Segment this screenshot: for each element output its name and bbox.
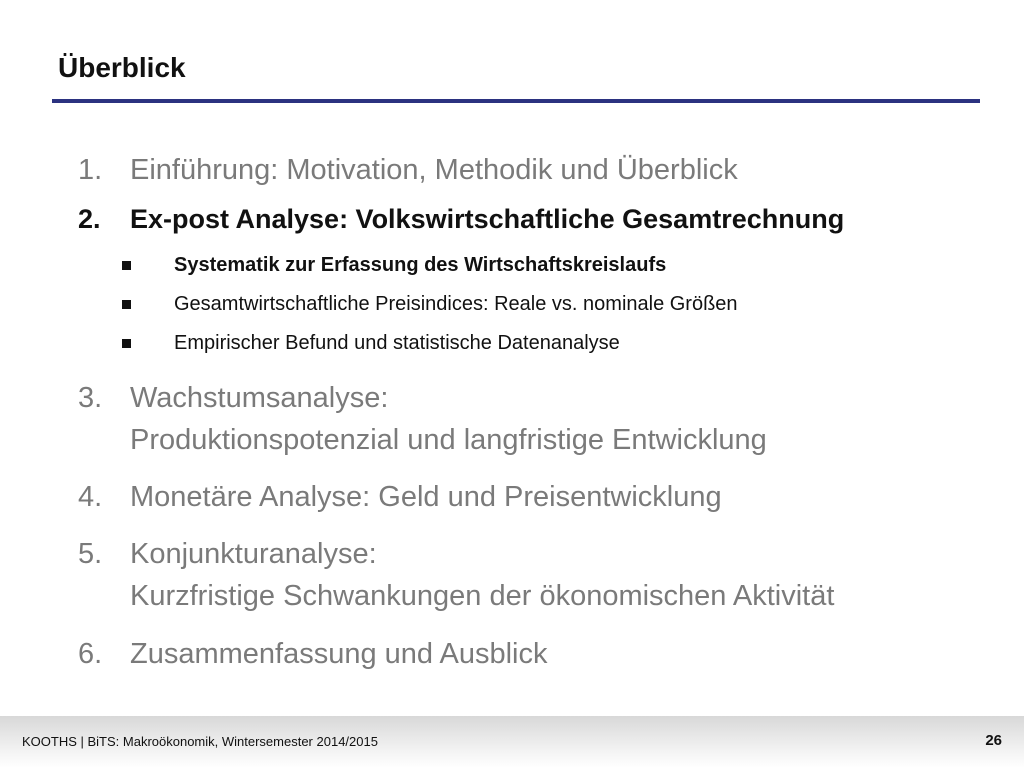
slide-title: Überblick bbox=[58, 52, 186, 83]
agenda-item-text: Kurzfristige Schwankungen der ökonomischen Aktivität bbox=[130, 580, 835, 612]
agenda-item-number: 3. bbox=[78, 382, 103, 414]
footer-credit: KOOTHS | BiTS: Makroökonomik, Wintersemester 2014/2015 bbox=[22, 734, 378, 749]
title-divider bbox=[52, 99, 980, 103]
agenda-item-text: Konjunkturanalyse: bbox=[130, 538, 377, 570]
agenda-item-text: Zusammenfassung und Ausblick bbox=[130, 638, 548, 670]
agenda-item-text: Monetäre Analyse: Geld und Preisentwicklung bbox=[130, 481, 722, 513]
square-bullet-icon bbox=[122, 339, 131, 348]
agenda-subitem-text: Gesamtwirtschaftliche Preisindices: Reale vs. nominale Größen bbox=[174, 293, 738, 315]
agenda-item-number: 2. bbox=[78, 204, 101, 234]
square-bullet-icon bbox=[122, 261, 131, 270]
agenda-item-text: Einführung: Motivation, Methodik und Überblick bbox=[130, 154, 738, 186]
agenda-item-text: Ex-post Analyse: Volkswirtschaftliche Gesamtrechnung bbox=[130, 204, 845, 234]
agenda-item-text: Wachstumsanalyse: bbox=[130, 382, 389, 414]
agenda-subitem-text: Systematik zur Erfassung des Wirtschaftskreislaufs bbox=[174, 254, 667, 276]
agenda-item-number: 6. bbox=[78, 638, 103, 670]
agenda-item-text: Produktionspotenzial und langfristige Entwicklung bbox=[130, 424, 767, 456]
agenda-item-number: 4. bbox=[78, 481, 103, 513]
agenda-item-number: 1. bbox=[78, 154, 103, 186]
agenda-item-number: 5. bbox=[78, 538, 103, 570]
square-bullet-icon bbox=[122, 300, 131, 309]
page-number: 26 bbox=[985, 732, 1002, 749]
agenda-subitem-text: Empirischer Befund und statistische Datenanalyse bbox=[174, 332, 620, 354]
